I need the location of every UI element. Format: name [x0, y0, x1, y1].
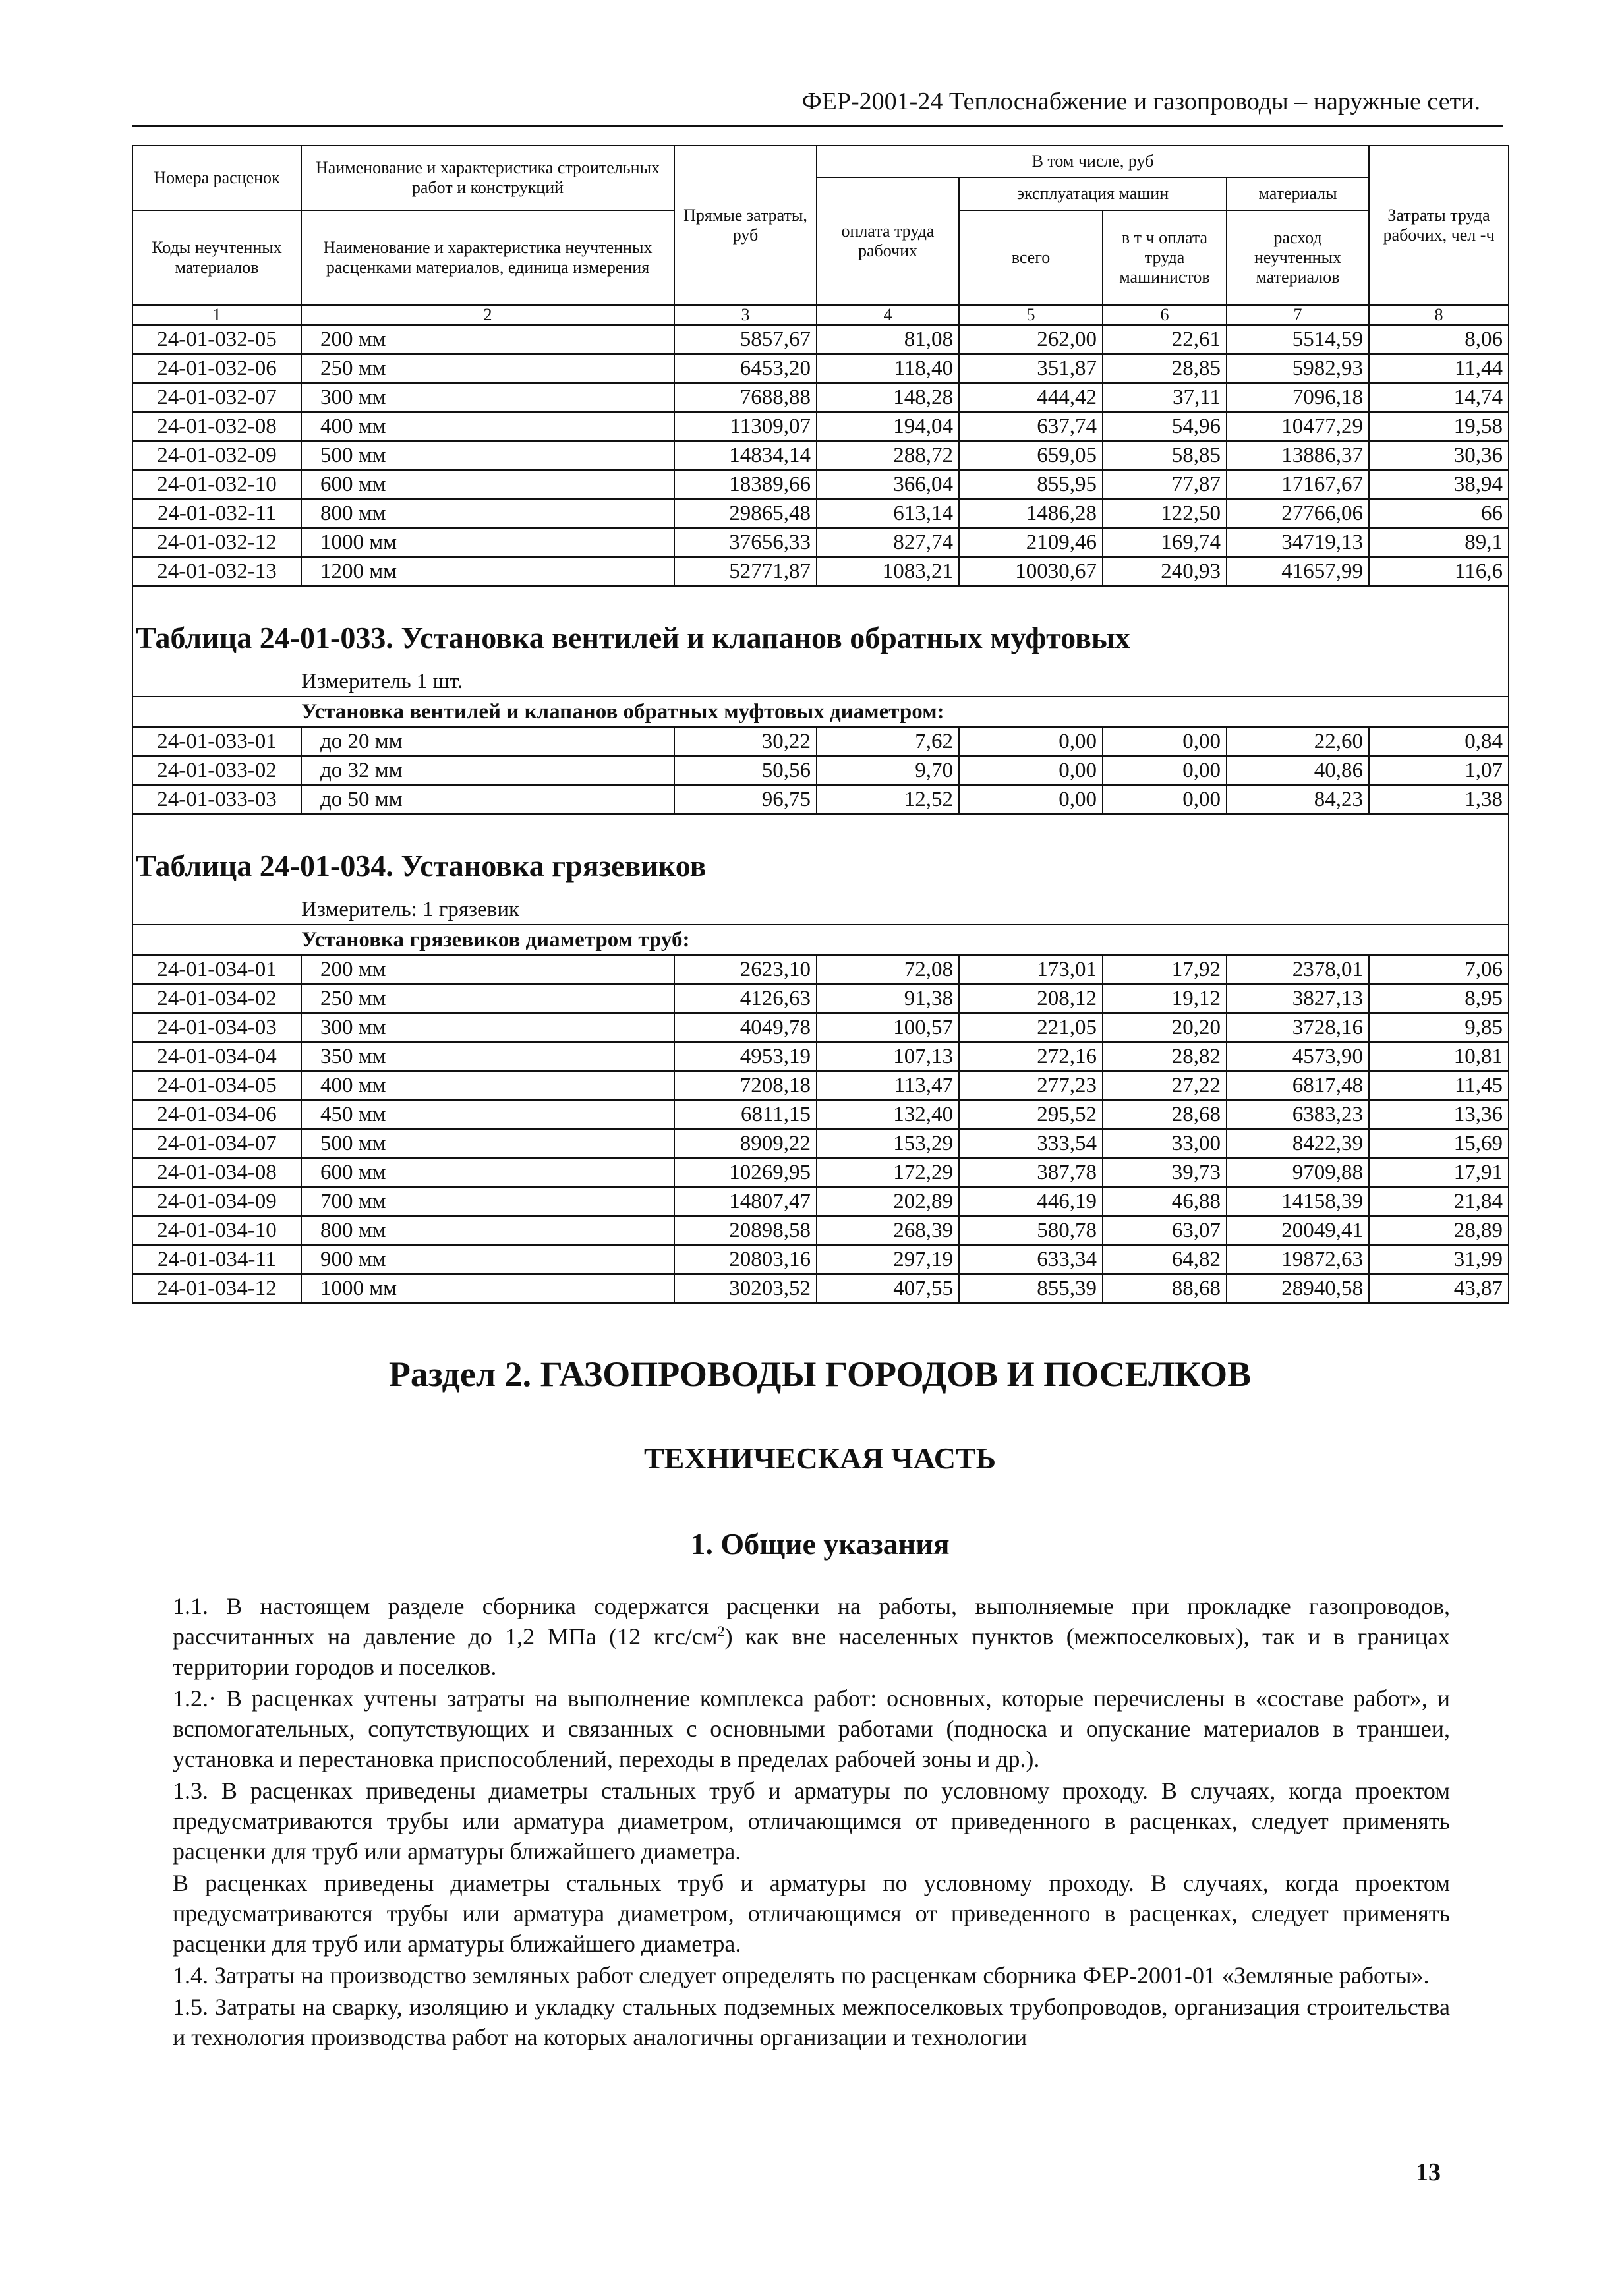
header-machines-total: всего [959, 210, 1103, 305]
value-cell: 295,52 [959, 1100, 1103, 1129]
value-cell: 277,23 [959, 1071, 1103, 1100]
rate-code: 24-01-034-08 [132, 1158, 301, 1187]
value-cell: 20898,58 [674, 1216, 817, 1245]
value-cell: 297,19 [817, 1245, 959, 1274]
value-cell: 14158,39 [1227, 1187, 1369, 1216]
rate-code: 24-01-034-06 [132, 1100, 301, 1129]
rate-code: 24-01-032-05 [132, 325, 301, 354]
header-material-codes: Коды неучтенных материалов [132, 210, 301, 305]
value-cell: 9,85 [1369, 1013, 1509, 1042]
value-cell: 30203,52 [674, 1274, 817, 1303]
value-cell: 18389,66 [674, 470, 817, 499]
value-cell: 2378,01 [1227, 955, 1369, 984]
work-name: 250 мм [301, 984, 674, 1013]
value-cell: 28,82 [1103, 1042, 1227, 1071]
col-number: 8 [1369, 305, 1509, 325]
value-cell: 11,45 [1369, 1071, 1509, 1100]
value-cell: 100,57 [817, 1013, 959, 1042]
rate-code: 24-01-034-11 [132, 1245, 301, 1274]
header-title: ФЕР-2001-24 Теплоснабжение и газопроводы – наружные сети. [801, 88, 1480, 115]
page-header [132, 84, 1503, 127]
col-number: 6 [1103, 305, 1227, 325]
work-name: 300 мм [301, 383, 674, 412]
value-cell: 50,56 [674, 756, 817, 785]
col-number: 2 [301, 305, 674, 325]
value-cell: 1083,21 [817, 557, 959, 586]
work-name: 200 мм [301, 325, 674, 354]
table-row [132, 756, 1509, 785]
value-cell: 46,88 [1103, 1187, 1227, 1216]
table-row [132, 383, 1509, 412]
table-row [132, 1129, 1509, 1158]
rate-code: 24-01-034-10 [132, 1216, 301, 1245]
rate-code: 24-01-032-08 [132, 412, 301, 441]
value-cell: 41657,99 [1227, 557, 1369, 586]
value-cell: 12,52 [817, 785, 959, 814]
value-cell: 54,96 [1103, 412, 1227, 441]
value-cell: 0,00 [959, 756, 1103, 785]
rate-code: 24-01-032-11 [132, 499, 301, 528]
work-name: 300 мм [301, 1013, 674, 1042]
rate-code: 24-01-032-13 [132, 557, 301, 586]
table-row [132, 470, 1509, 499]
rate-code: 24-01-034-05 [132, 1071, 301, 1100]
value-cell: 107,13 [817, 1042, 959, 1071]
paragraph: 1.5. Затраты на сварку, изоляцию и укладку стальных подземных межпоселковых трубопроводов, организация строительства и технология производства работ на которых аналогичны организации и технологии [173, 1994, 1450, 2050]
value-cell: 8,95 [1369, 984, 1509, 1013]
table-032-body [132, 325, 1509, 586]
table-row [132, 955, 1509, 984]
value-cell: 30,22 [674, 727, 817, 756]
value-cell: 17167,67 [1227, 470, 1369, 499]
value-cell: 31,99 [1369, 1245, 1509, 1274]
value-cell: 122,50 [1103, 499, 1227, 528]
col-number: 4 [817, 305, 959, 325]
work-name: 600 мм [301, 1158, 674, 1187]
value-cell: 22,61 [1103, 325, 1227, 354]
value-cell: 659,05 [959, 441, 1103, 470]
value-cell: 855,39 [959, 1274, 1103, 1303]
value-cell: 6453,20 [674, 354, 817, 383]
value-cell: 81,08 [817, 325, 959, 354]
value-cell: 148,28 [817, 383, 959, 412]
table-row [132, 1158, 1509, 1187]
value-cell: 11,44 [1369, 354, 1509, 383]
table-033-title: Таблица 24-01-033. Установка вентилей и клапанов обратных муфтовых [132, 609, 1509, 667]
value-cell: 444,42 [959, 383, 1103, 412]
rate-code: 24-01-032-09 [132, 441, 301, 470]
table-033-body [132, 727, 1509, 814]
work-name: 250 мм [301, 354, 674, 383]
table-row [132, 1187, 1509, 1216]
value-cell: 14807,47 [674, 1187, 817, 1216]
value-cell: 0,84 [1369, 727, 1509, 756]
value-cell: 7688,88 [674, 383, 817, 412]
table-row [132, 499, 1509, 528]
col-number: 5 [959, 305, 1103, 325]
table-row [132, 354, 1509, 383]
table-row [132, 528, 1509, 557]
value-cell: 40,86 [1227, 756, 1369, 785]
value-cell: 288,72 [817, 441, 959, 470]
value-cell: 6383,23 [1227, 1100, 1369, 1129]
value-cell: 407,55 [817, 1274, 959, 1303]
value-cell: 855,95 [959, 470, 1103, 499]
rate-code: 24-01-033-02 [132, 756, 301, 785]
value-cell: 39,73 [1103, 1158, 1227, 1187]
header-operators-pay: в т ч оплата труда машинистов [1103, 210, 1227, 305]
value-cell: 194,04 [817, 412, 959, 441]
value-cell: 366,04 [817, 470, 959, 499]
work-name: до 20 мм [301, 727, 674, 756]
body-text [173, 1591, 1450, 2054]
value-cell: 14,74 [1369, 383, 1509, 412]
value-cell: 29865,48 [674, 499, 817, 528]
header-material-name: Наименование и характеристика неучтенных расценками материалов, единица измерения [301, 210, 674, 305]
table-row [132, 1274, 1509, 1303]
value-cell: 19,12 [1103, 984, 1227, 1013]
value-cell: 1,07 [1369, 756, 1509, 785]
header-labor-costs: Затраты труда рабочих, чел -ч [1369, 146, 1509, 305]
table-row [132, 785, 1509, 814]
work-name: 1200 мм [301, 557, 674, 586]
table-033-meter: Измеритель 1 шт. [301, 667, 1509, 697]
value-cell: 221,05 [959, 1013, 1103, 1042]
value-cell: 0,00 [1103, 756, 1227, 785]
value-cell: 2109,46 [959, 528, 1103, 557]
value-cell: 28940,58 [1227, 1274, 1369, 1303]
value-cell: 20049,41 [1227, 1216, 1369, 1245]
value-cell: 28,85 [1103, 354, 1227, 383]
rate-code: 24-01-032-06 [132, 354, 301, 383]
value-cell: 88,68 [1103, 1274, 1227, 1303]
value-cell: 91,38 [817, 984, 959, 1013]
value-cell: 272,16 [959, 1042, 1103, 1071]
value-cell: 77,87 [1103, 470, 1227, 499]
value-cell: 20,20 [1103, 1013, 1227, 1042]
value-cell: 7,62 [817, 727, 959, 756]
value-cell: 0,00 [1103, 727, 1227, 756]
section-title: Раздел 2. ГАЗОПРОВОДЫ ГОРОДОВ И ПОСЕЛКОВ [388, 1354, 1252, 1394]
paragraph: 1.3. В расценках приведены диаметры стальных труб и арматуры по условному проходу. В случаях, когда проектом предусматриваются трубы или арматура диаметром, отличающимся от приведенного в расценках, следует применять расценки для труб или арматуры ближайшего диаметра. [173, 1778, 1450, 1865]
work-name: 200 мм [301, 955, 674, 984]
header-labor-pay: оплата труда рабочих [817, 177, 959, 305]
work-name: 450 мм [301, 1100, 674, 1129]
value-cell: 333,54 [959, 1129, 1103, 1158]
value-cell: 1,38 [1369, 785, 1509, 814]
value-cell: 96,75 [674, 785, 817, 814]
rate-code: 24-01-034-07 [132, 1129, 301, 1158]
value-cell: 240,93 [1103, 557, 1227, 586]
value-cell: 28,89 [1369, 1216, 1509, 1245]
value-cell: 9709,88 [1227, 1158, 1369, 1187]
work-name: 500 мм [301, 441, 674, 470]
work-name: 500 мм [301, 1129, 674, 1158]
header-work-name: Наименование и характеристика строительных работ и конструкций [301, 146, 674, 210]
value-cell: 172,29 [817, 1158, 959, 1187]
value-cell: 13,36 [1369, 1100, 1509, 1129]
header-machines: эксплуатация машин [959, 177, 1227, 210]
value-cell: 1486,28 [959, 499, 1103, 528]
value-cell: 613,14 [817, 499, 959, 528]
value-cell: 2623,10 [674, 955, 817, 984]
work-name: 400 мм [301, 412, 674, 441]
work-name: 900 мм [301, 1245, 674, 1274]
value-cell: 268,39 [817, 1216, 959, 1245]
value-cell: 10030,67 [959, 557, 1103, 586]
rate-code: 24-01-032-07 [132, 383, 301, 412]
tech-part-title: ТЕХНИЧЕСКАЯ ЧАСТЬ [643, 1441, 997, 1475]
table-row [132, 1100, 1509, 1129]
table-row [132, 1071, 1509, 1100]
value-cell: 8422,39 [1227, 1129, 1369, 1158]
value-cell: 72,08 [817, 955, 959, 984]
value-cell: 34719,13 [1227, 528, 1369, 557]
value-cell: 19,58 [1369, 412, 1509, 441]
value-cell: 14834,14 [674, 441, 817, 470]
value-cell: 202,89 [817, 1187, 959, 1216]
value-cell: 132,40 [817, 1100, 959, 1129]
value-cell: 0,00 [959, 785, 1103, 814]
work-name: до 32 мм [301, 756, 674, 785]
paragraph: 1.2.· В расценках учтены затраты на выполнение комплекса работ: основных, которые перечислены в «составе работ», и вспомогательных, сопутствующих и связанных с основными работами (подноска и опускание материалов в траншеи, установка и перестановка приспособлений, переходы в пределах рабочей зоны и др.). [173, 1685, 1450, 1772]
value-cell: 64,82 [1103, 1245, 1227, 1274]
value-cell: 4953,19 [674, 1042, 817, 1071]
value-cell: 633,34 [959, 1245, 1103, 1274]
rate-code: 24-01-034-02 [132, 984, 301, 1013]
value-cell: 13886,37 [1227, 441, 1369, 470]
table-033-subtitle: Установка вентилей и клапанов обратных муфтовых диаметром: [301, 697, 1509, 727]
rate-code: 24-01-033-01 [132, 727, 301, 756]
value-cell: 66 [1369, 499, 1509, 528]
rate-code: 24-01-034-01 [132, 955, 301, 984]
rate-code: 24-01-034-03 [132, 1013, 301, 1042]
general-title: 1. Общие указания [690, 1527, 950, 1561]
value-cell: 6811,15 [674, 1100, 817, 1129]
value-cell: 58,85 [1103, 441, 1227, 470]
rates-table [132, 145, 1509, 1304]
value-cell: 580,78 [959, 1216, 1103, 1245]
value-cell: 37656,33 [674, 528, 817, 557]
work-name: 600 мм [301, 470, 674, 499]
value-cell: 33,00 [1103, 1129, 1227, 1158]
table-row [132, 1245, 1509, 1274]
value-cell: 10477,29 [1227, 412, 1369, 441]
value-cell: 113,47 [817, 1071, 959, 1100]
table-row [132, 412, 1509, 441]
value-cell: 208,12 [959, 984, 1103, 1013]
value-cell: 22,60 [1227, 727, 1369, 756]
work-name: 350 мм [301, 1042, 674, 1071]
table-row [132, 325, 1509, 354]
value-cell: 17,92 [1103, 955, 1227, 984]
value-cell: 10,81 [1369, 1042, 1509, 1071]
rate-code: 24-01-034-12 [132, 1274, 301, 1303]
value-cell: 4573,90 [1227, 1042, 1369, 1071]
value-cell: 5857,67 [674, 325, 817, 354]
table-034-subtitle: Установка грязевиков диаметром труб: [301, 925, 1509, 955]
value-cell: 63,07 [1103, 1216, 1227, 1245]
header-including: В том числе, руб [817, 146, 1369, 177]
rate-code: 24-01-033-03 [132, 785, 301, 814]
work-name: 1000 мм [301, 528, 674, 557]
work-name: 800 мм [301, 1216, 674, 1245]
table-row [132, 1013, 1509, 1042]
paragraph: 1.1. В настоящем разделе сборника содержатся расценки на работы, выполняемые при прокладке газопроводов, рассчитанных на давление до 1,2 МПа (12 кгс/$см^2$) как вне населенных пунктов (межпоселковых), так и в границах территории городов и поселков. [173, 1593, 1450, 1680]
value-cell: 118,40 [817, 354, 959, 383]
header-rate-numbers: Номера расценок [132, 146, 301, 210]
value-cell: 8909,22 [674, 1129, 817, 1158]
value-cell: 169,74 [1103, 528, 1227, 557]
table-row [132, 727, 1509, 756]
value-cell: 28,68 [1103, 1100, 1227, 1129]
value-cell: 30,36 [1369, 441, 1509, 470]
header-direct-costs: Прямые затраты, руб [674, 146, 817, 305]
value-cell: 19872,63 [1227, 1245, 1369, 1274]
value-cell: 4049,78 [674, 1013, 817, 1042]
table-034-body [132, 955, 1509, 1303]
value-cell: 173,01 [959, 955, 1103, 984]
value-cell: 11309,07 [674, 412, 817, 441]
value-cell: 5514,59 [1227, 325, 1369, 354]
value-cell: 27766,06 [1227, 499, 1369, 528]
rate-code: 24-01-032-12 [132, 528, 301, 557]
value-cell: 7096,18 [1227, 383, 1369, 412]
table-034-meter: Измеритель: 1 грязевик [301, 895, 1509, 925]
value-cell: 15,69 [1369, 1129, 1509, 1158]
rate-code: 24-01-032-10 [132, 470, 301, 499]
value-cell: 262,00 [959, 325, 1103, 354]
header-unaccounted-materials: расход неучтенных материалов [1227, 210, 1369, 305]
value-cell: 0,00 [1103, 785, 1227, 814]
col-number: 7 [1227, 305, 1369, 325]
value-cell: 20803,16 [674, 1245, 817, 1274]
work-name: до 50 мм [301, 785, 674, 814]
rate-code: 24-01-034-04 [132, 1042, 301, 1071]
value-cell: 5982,93 [1227, 354, 1369, 383]
page-number: 13 [1416, 2158, 1441, 2186]
paragraph: 1.4. Затраты на производство земляных работ следует определять по расценкам сборника ФЕР-2001-01 «Земляные работы». [173, 1962, 1430, 1988]
col-number: 1 [132, 305, 301, 325]
table-row [132, 1216, 1509, 1245]
value-cell: 27,22 [1103, 1071, 1227, 1100]
value-cell: 7208,18 [674, 1071, 817, 1100]
value-cell: 38,94 [1369, 470, 1509, 499]
value-cell: 8,06 [1369, 325, 1509, 354]
table-034-title: Таблица 24-01-034. Установка грязевиков [132, 837, 1509, 895]
work-name: 1000 мм [301, 1274, 674, 1303]
rate-code: 24-01-034-09 [132, 1187, 301, 1216]
work-name: 800 мм [301, 499, 674, 528]
value-cell: 17,91 [1369, 1158, 1509, 1187]
value-cell: 6817,48 [1227, 1071, 1369, 1100]
table-row [132, 441, 1509, 470]
paragraph: В расценках приведены диаметры стальных труб и арматуры по условному проходу. В случаях, когда проектом предусматриваются трубы или арматура диаметром, отличающимся от приведенного в расценках, следует применять расценки для труб или арматуры ближайшего диаметра. [173, 1870, 1450, 1957]
value-cell: 21,84 [1369, 1187, 1509, 1216]
value-cell: 387,78 [959, 1158, 1103, 1187]
value-cell: 9,70 [817, 756, 959, 785]
value-cell: 84,23 [1227, 785, 1369, 814]
work-name: 700 мм [301, 1187, 674, 1216]
col-number: 3 [674, 305, 817, 325]
table-row [132, 557, 1509, 586]
value-cell: 10269,95 [674, 1158, 817, 1187]
value-cell: 3728,16 [1227, 1013, 1369, 1042]
value-cell: 0,00 [959, 727, 1103, 756]
value-cell: 827,74 [817, 528, 959, 557]
value-cell: 3827,13 [1227, 984, 1369, 1013]
value-cell: 446,19 [959, 1187, 1103, 1216]
value-cell: 153,29 [817, 1129, 959, 1158]
value-cell: 637,74 [959, 412, 1103, 441]
value-cell: 4126,63 [674, 984, 817, 1013]
value-cell: 52771,87 [674, 557, 817, 586]
value-cell: 37,11 [1103, 383, 1227, 412]
value-cell: 7,06 [1369, 955, 1509, 984]
work-name: 400 мм [301, 1071, 674, 1100]
table-row [132, 984, 1509, 1013]
header-materials: материалы [1227, 177, 1369, 210]
value-cell: 89,1 [1369, 528, 1509, 557]
table-row [132, 1042, 1509, 1071]
value-cell: 351,87 [959, 354, 1103, 383]
value-cell: 116,6 [1369, 557, 1509, 586]
value-cell: 43,87 [1369, 1274, 1509, 1303]
